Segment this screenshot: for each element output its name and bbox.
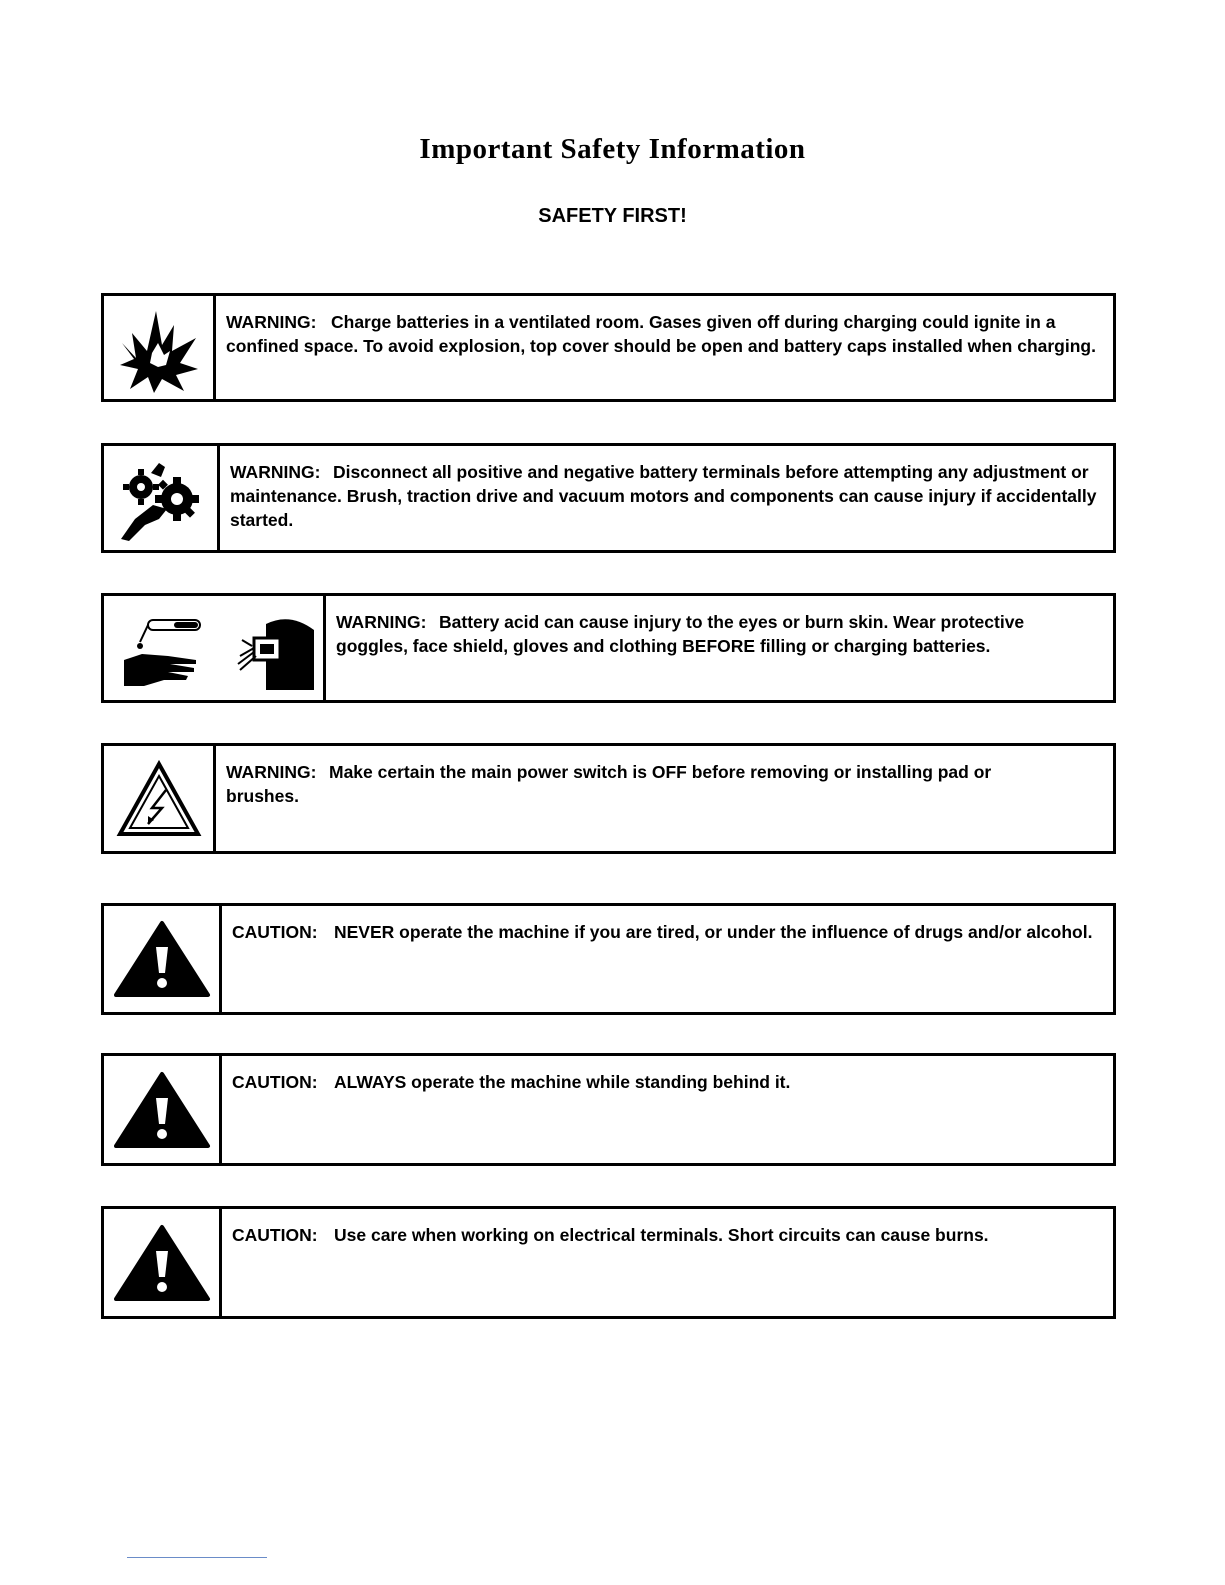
hand-gear-icon-cell	[104, 446, 220, 550]
acid-face-shield-icon-cell	[104, 596, 326, 700]
notice-text-cell	[222, 1056, 1113, 1163]
notice-label: CAUTION:	[232, 1225, 318, 1245]
electrical-triangle-icon-cell	[104, 746, 216, 851]
warning-box-ventilation	[101, 293, 1116, 402]
notice-message: Use care when working on electrical terminals. Short circuits can cause burns.	[334, 1225, 989, 1245]
notice-label: WARNING:	[226, 312, 317, 332]
electrical-hazard-triangle-icon	[114, 758, 204, 840]
warning-box-battery-acid	[101, 593, 1116, 703]
notice-message: Charge batteries in a ventilated room. Gases given off during charging could ignite in a confined space. To avoid explosion, top cover should be open and battery caps installed when charging.	[226, 312, 1096, 356]
notice-message: NEVER operate the machine if you are tired, or under the influence of drugs and/or alcohol.	[334, 922, 1093, 942]
notice-label: WARNING:	[230, 462, 321, 482]
explosion-icon-cell	[104, 296, 216, 399]
caution-box-fatigue	[101, 903, 1116, 1015]
notice-text-cell	[222, 906, 1113, 1012]
caution-box-standing	[101, 1053, 1116, 1166]
warning-box-power-switch	[101, 743, 1116, 854]
explosion-icon	[114, 303, 204, 393]
caution-icon-cell	[104, 906, 222, 1012]
notice-message: ALWAYS operate the machine while standing behind it.	[334, 1072, 791, 1092]
notice-text-cell	[216, 746, 1113, 851]
notice-label: CAUTION:	[232, 922, 318, 942]
caution-icon-cell	[104, 1056, 222, 1163]
notice-label: WARNING:	[336, 612, 427, 632]
hand-gear-entanglement-icon	[115, 453, 207, 543]
notice-message: Make certain the main power switch is OFF before removing or installing pad or brushes.	[226, 762, 992, 806]
acid-face-shield-icon	[114, 602, 314, 694]
page-subtitle: SAFETY FIRST!	[538, 205, 687, 227]
footer-rule	[127, 1557, 267, 1558]
caution-triangle-icon	[112, 1070, 212, 1150]
notice-text-cell	[222, 1209, 1113, 1316]
notice-message: Disconnect all positive and negative battery terminals before attempting any adjustment or maintenance. Brush, traction drive and vacuum motors and components can cause injury if accidentally started.	[230, 462, 1097, 530]
notice-label: CAUTION:	[232, 1072, 318, 1092]
notice-text-cell	[326, 596, 1113, 700]
caution-triangle-icon	[112, 1223, 212, 1303]
notice-text-cell	[220, 446, 1113, 550]
caution-triangle-icon	[112, 919, 212, 999]
warning-box-disconnect	[101, 443, 1116, 553]
notice-label: WARNING:	[226, 762, 317, 782]
caution-icon-cell	[104, 1209, 222, 1316]
page-title: Important Safety Information	[419, 133, 806, 165]
notice-text-cell	[216, 296, 1113, 399]
notice-message: Battery acid can cause injury to the eyes or burn skin. Wear protective goggles, face shield, gloves and clothing BEFORE filling or charging batteries.	[336, 612, 1025, 656]
caution-box-electrical-terminals	[101, 1206, 1116, 1319]
